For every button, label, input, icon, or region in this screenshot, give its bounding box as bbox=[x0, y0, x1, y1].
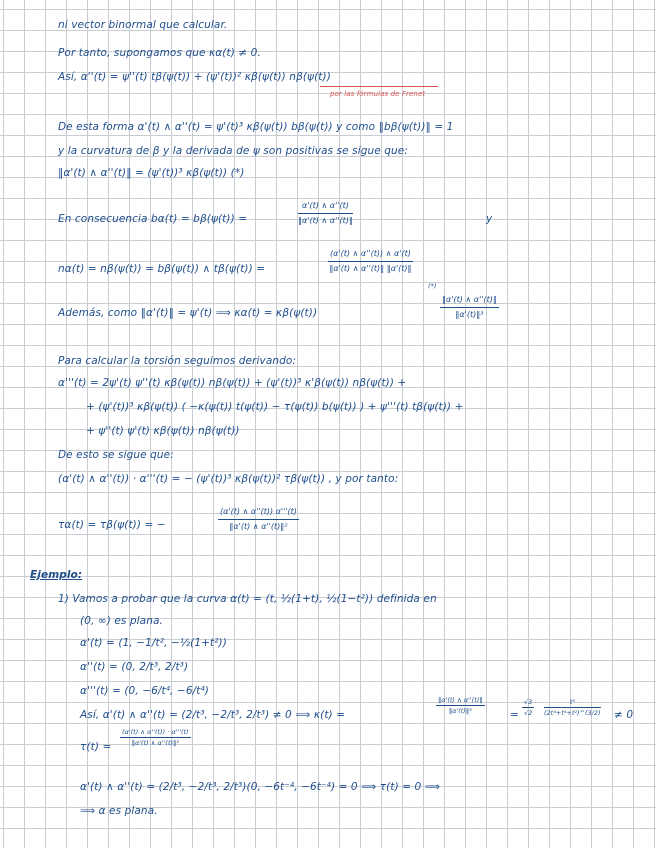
fraction-denominator: ‖α'(t)‖³ bbox=[448, 707, 472, 715]
fraction bbox=[440, 294, 499, 321]
fraction-denominator: ‖α'(t) ∧ α''(t)‖² bbox=[131, 739, 179, 747]
note-line: Además, como ‖α'(t)‖ = ψ'(t) ⟹ κα(t) = κβ(ψ(t)) bbox=[58, 307, 318, 319]
note-line: Para calcular la torsión seguimos derivando: bbox=[58, 355, 297, 367]
note-line: (0, ∞) es plana. bbox=[80, 615, 163, 627]
fraction-numerator: √3 bbox=[524, 698, 533, 706]
note-line: De esto se sigue que: bbox=[58, 449, 174, 461]
reference-mark: (*) bbox=[428, 282, 437, 290]
fraction-denominator: (2t⁴+t⁶+t²)^(3/2) bbox=[544, 709, 601, 717]
note-line: τ(t) = bbox=[80, 741, 112, 753]
fraction-numerator: ‖α'(t) ∧ α''(t)‖ bbox=[440, 294, 499, 308]
fraction-numerator: t³ bbox=[544, 698, 601, 708]
fraction-denominator: ‖α'(t)‖³ bbox=[455, 310, 484, 319]
note-line: ≠ 0 bbox=[614, 709, 634, 721]
fraction-denominator: √2 bbox=[524, 709, 533, 717]
fraction-denominator: ‖α'(t) ∧ α''(t)‖ ‖α'(t)‖ bbox=[329, 264, 412, 273]
note-line: De esta forma α'(t) ∧ α''(t) = ψ'(t)³ κβ(ψ(t)) bβ(ψ(t)) y como ‖bβ(ψ(t))‖ = 1 bbox=[58, 121, 454, 133]
fraction bbox=[544, 698, 601, 717]
note-line: 1) Vamos a probar que la curva α(t) = (t, ½(1+t), ½(1−t²)) definida en bbox=[58, 593, 437, 605]
fraction-numerator: (α'(t) ∧ α''(t)) · α'''(t) bbox=[122, 728, 189, 736]
note-line: α'(t) = (1, −1/t², −½(1+t²)) bbox=[80, 637, 227, 649]
fraction-numerator: α'(t) ∧ α''(t) bbox=[298, 200, 353, 214]
note-line: α'''(t) = (0, −6/t⁴, −6/t⁴) bbox=[80, 685, 209, 697]
note-line: ni vector binormal que calcular. bbox=[58, 19, 228, 31]
section-heading: Ejemplo: bbox=[30, 569, 83, 581]
fraction-numerator: (α'(t) ∧ α''(t)) ∧ α'(t) bbox=[328, 248, 413, 262]
note-line: Por tanto, supongamos que κα(t) ≠ 0. bbox=[58, 47, 261, 59]
note-line: + (ψ'(t))³ κβ(ψ(t)) ( −κ(ψ(t)) t(ψ(t)) − τ(ψ(t)) b(ψ(t)) ) + ψ'''(t) tβ(ψ(t)) + bbox=[86, 401, 464, 413]
note-line: + ψ''(t) ψ'(t) κβ(ψ(t)) nβ(ψ(t)) bbox=[86, 425, 240, 437]
note-line: nα(t) = nβ(ψ(t)) = bβ(ψ(t)) ∧ tβ(ψ(t)) = bbox=[58, 263, 266, 275]
fraction-denominator: ‖α'(t) ∧ α''(t)‖² bbox=[229, 522, 288, 531]
fraction bbox=[328, 248, 413, 275]
note-line: = bbox=[510, 709, 519, 721]
fraction bbox=[522, 698, 534, 717]
fraction bbox=[120, 728, 191, 747]
note-line: τα(t) = τβ(ψ(t)) = − bbox=[58, 519, 166, 531]
margin-annotation: por las fórmulas de Frenet bbox=[330, 90, 426, 98]
fraction-numerator: ‖α'(t) ∧ α''(t)‖ bbox=[438, 696, 483, 704]
note-line: (α'(t) ∧ α''(t)) · α'''(t) = − (ψ'(t))³ κβ(ψ(t))² τβ(ψ(t)) , y por tanto: bbox=[58, 473, 399, 485]
note-line: y bbox=[486, 213, 493, 225]
fraction bbox=[218, 506, 299, 533]
note-line: α'''(t) = 2ψ'(t) ψ''(t) κβ(ψ(t)) nβ(ψ(t)) + (ψ'(t))³ κ'β(ψ(t)) nβ(ψ(t)) + bbox=[58, 377, 407, 389]
note-line: y la curvatura de β y la derivada de ψ son positivas se sigue que: bbox=[58, 145, 408, 157]
note-line: En consecuencia bα(t) = bβ(ψ(t)) = bbox=[58, 213, 248, 225]
fraction-numerator: (α'(t) ∧ α''(t)) α'''(t) bbox=[218, 506, 299, 520]
red-underline bbox=[320, 86, 438, 87]
note-line: Así, α''(t) = ψ''(t) tβ(ψ(t)) + (ψ'(t))² κβ(ψ(t)) nβ(ψ(t)) bbox=[58, 71, 331, 83]
note-line: α''(t) = (0, 2/t³, 2/t³) bbox=[80, 661, 189, 673]
fraction-denominator: ‖α'(t) ∧ α''(t)‖ bbox=[298, 216, 353, 225]
note-line: α'(t) ∧ α''(t) = (2/t³, −2/t³, 2/t³)(0, −6t⁻⁴, −6t⁻⁴) = 0 ⟹ τ(t) = 0 ⟹ bbox=[80, 781, 440, 793]
fraction bbox=[298, 200, 353, 227]
note-line: Así, α'(t) ∧ α''(t) = (2/t³, −2/t³, 2/t³) ≠ 0 ⟹ κ(t) = bbox=[80, 709, 346, 721]
fraction bbox=[436, 696, 485, 715]
note-line: ‖α'(t) ∧ α''(t)‖ = (ψ'(t))³ κβ(ψ(t)) (*) bbox=[58, 167, 245, 179]
note-line: ⟹ α es plana. bbox=[80, 805, 158, 817]
